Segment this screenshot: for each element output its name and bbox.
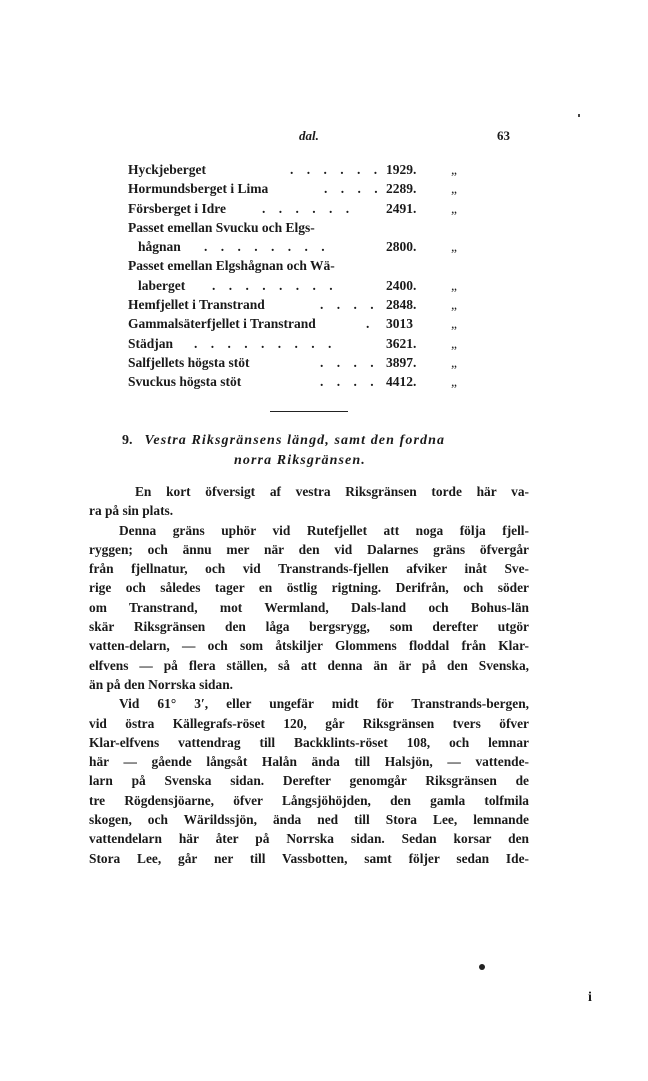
row-ditto: „ [451,200,457,216]
row-ditto: „ [451,181,457,197]
row-dots: . . . . . . . . [204,239,330,255]
text-line: tre Rögdensjöarne, öfver Långsjöhöjden, den gamla tolfmila [89,792,529,808]
row-value: 2400. [386,277,417,293]
text-line: om Transtrand, mot Wermland, Dals-land och Bohus-län [89,599,529,615]
row-value: 2800. [386,239,417,255]
row-dots: . . . . [324,181,383,197]
row-name: Gammalsäterfjellet i Transtrand [128,316,316,332]
row-ditto: „ [451,239,457,255]
row-name: Hemfjellet i Transtrand [128,297,265,313]
row-dots: . . . . . . . . . [194,335,337,351]
row-ditto: „ [451,297,457,313]
row-name: Passet emellan Svucku och Elgs- [128,219,315,235]
page-header [0,128,648,148]
text-line: rige och således tager en östlig rigtning. Derifrån, och söder [89,580,529,596]
row-value: 1929. [386,162,417,177]
table-row [128,372,468,391]
row-dots: . [366,316,375,332]
text-line: ra på sin plats. [89,503,174,519]
table-row [128,160,468,179]
row-value: 2491. [386,200,417,216]
row-dots: . . . . . . . . [212,277,338,293]
table-row [128,353,468,372]
table-row [128,218,468,237]
row-value: 3897. [386,354,417,370]
row-ditto: „ [451,354,457,370]
text-line: Klar-elfvens vattendrag till Backklints-röset 108, och lemnar [89,734,529,750]
row-ditto: „ [451,374,457,390]
row-ditto: „ [451,277,457,293]
text-line: larn på Svenska sidan. Derefter genomgår Riksgränsen de [89,773,529,789]
ink-dot [479,964,485,970]
elevation-table [128,160,468,392]
row-ditto: „ [451,316,457,332]
running-head: dal. [299,128,319,143]
section-title-line2: norra Riksgränsen. [234,453,366,468]
text-line: vid östra Källegrafs-röset 120, går Riksgränsen tvers öfver [89,715,529,731]
row-ditto: „ [451,335,457,351]
row-name: hågnan [138,239,181,255]
table-row [128,314,468,333]
row-name: laberget [138,277,186,293]
text-line: skogen, och Wärildssjön, ända ned till Stora Lee, lemnande [89,812,529,828]
row-dots: . . . . [320,354,379,370]
text-line: vatten-delarn, — och som åtskiljer Glommens floddal från Klar- [89,638,529,654]
text-line: Stora Lee, går ner till Vassbotten, samt följer sedan Ide- [89,850,529,866]
page-number: 63 [497,128,510,143]
row-dots: . . . . [320,374,379,390]
row-name: Städjan [128,335,174,351]
row-value: 2848. [386,297,417,313]
text-line: En kort öfversigt af vestra Riksgränsen torde här va- [135,484,529,499]
section-heading [122,431,542,471]
row-value: 3621. [386,335,417,351]
table-row [128,199,468,218]
text-line: Vid 61° 3′, eller ungefär midt för Transtrands-bergen, [119,696,529,712]
table-row [128,276,468,295]
table-row [128,179,468,198]
row-dots: . . . . . . [290,162,383,177]
table-row [128,334,468,353]
row-name: Försberget i Idre [128,200,226,216]
text-line: från fjellnatur, och vid Transtrands-fjellen afviker inåt Sve- [89,561,529,577]
text-line: Denna gräns uphör vid Rutefjellet att noga följa fjell- [119,522,529,538]
text-line: elfvens — på flera ställen, så att denna än är på den Svenska, [89,657,529,673]
row-name: Hyckjeberget [128,162,206,177]
text-line: ryggen; och ännu mer när den vid Dalarnes gräns öfvergår [89,541,529,557]
body-text [89,482,529,868]
section-title-line1: Vestra Riksgränsens längd, samt den fordna [144,433,446,448]
margin-tick [578,114,580,117]
text-line: vattendelarn här åter på Norrska sidan. Sedan korsar den [89,831,529,847]
row-dots: . . . . . . [262,200,355,216]
text-line: än på den Norrska sidan. [89,676,233,692]
row-name: Svuckus högsta stöt [128,374,242,390]
row-value: 2289. [386,181,417,197]
row-value: 3013 [386,316,413,332]
row-value: 4412. [386,374,417,390]
row-ditto: „ [451,162,457,177]
table-row [128,295,468,314]
margin-mark: i [588,990,592,1005]
table-rule [270,411,348,412]
row-dots: . . . . [320,297,379,313]
row-name: Passet emellan Elgshågnan och Wä- [128,258,335,274]
table-row [128,256,468,275]
table-row [128,237,468,256]
row-name: Hormundsberget i Lima [128,181,269,197]
text-line: här — gående långsåt Halån ända till Halsjön, — vattende- [89,754,529,770]
text-line: skär Riksgränsen den låga bergsrygg, som derefter utgör [89,619,529,635]
section-number: 9. [122,433,133,448]
row-name: Salfjellets högsta stöt [128,354,250,370]
